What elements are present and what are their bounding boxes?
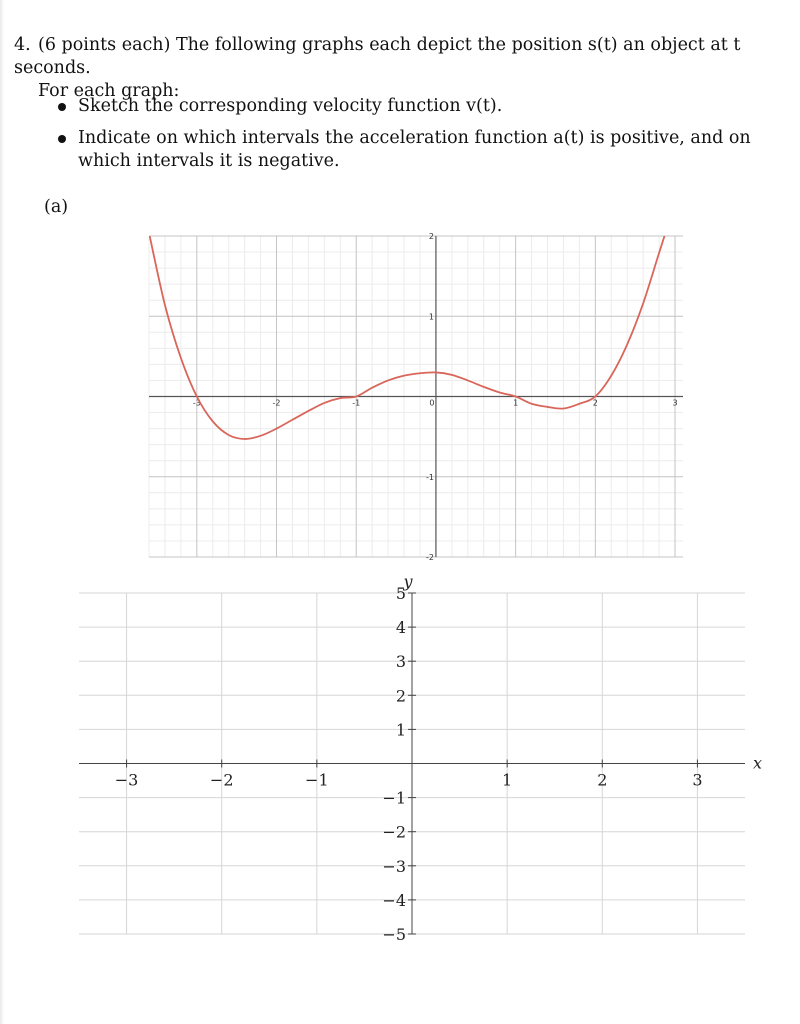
part-label: (a) — [44, 197, 69, 217]
x-tick-label: 1 — [502, 770, 513, 790]
y-tick-label: −4 — [382, 890, 406, 910]
y-tick-label: -2 — [425, 553, 434, 562]
problem-line-1: (6 points each) The following graphs each depict the position s(t) an object at t seconds. — [14, 35, 741, 78]
x-axis-label: x — [753, 753, 763, 773]
x-tick-label: 0 — [429, 398, 435, 408]
instruction-text: Sketch the corresponding velocity function v(t). — [78, 96, 503, 116]
y-tick-label: 4 — [395, 618, 406, 638]
y-tick-label: −2 — [382, 822, 406, 842]
x-tick-label: −1 — [305, 770, 329, 790]
x-tick-label: -2 — [272, 398, 281, 408]
x-tick-label: 2 — [592, 398, 598, 408]
x-tick-label: 1 — [513, 398, 519, 408]
y-tick-label: 3 — [395, 652, 406, 672]
y-tick-label: −3 — [382, 856, 406, 876]
y-axis-label: y — [403, 572, 413, 591]
x-tick-label: 2 — [597, 770, 608, 790]
x-tick-label: −2 — [209, 770, 234, 790]
y-tick-label: −5 — [382, 925, 406, 944]
y-tick-label: 2 — [428, 232, 434, 241]
y-tick-label: 2 — [395, 686, 406, 706]
y-tick-label: 5 — [395, 584, 406, 603]
x-tick-label: 3 — [692, 770, 703, 790]
y-tick-label: 1 — [428, 312, 434, 322]
y-tick-label: 1 — [395, 720, 406, 740]
x-tick-label: -1 — [352, 398, 361, 408]
problem-line-2: For each graph: — [38, 81, 180, 101]
problem-number: 4. — [14, 35, 31, 55]
y-tick-label: -1 — [425, 472, 434, 482]
x-tick-label: 3 — [672, 398, 678, 408]
x-tick-label: -3 — [192, 398, 201, 408]
instruction-text: Indicate on which intervals the acceleration function a(t) is positive, and on which intervals it is negative. — [78, 128, 751, 171]
y-tick-label: −1 — [382, 788, 406, 808]
x-tick-label: −3 — [114, 770, 139, 790]
